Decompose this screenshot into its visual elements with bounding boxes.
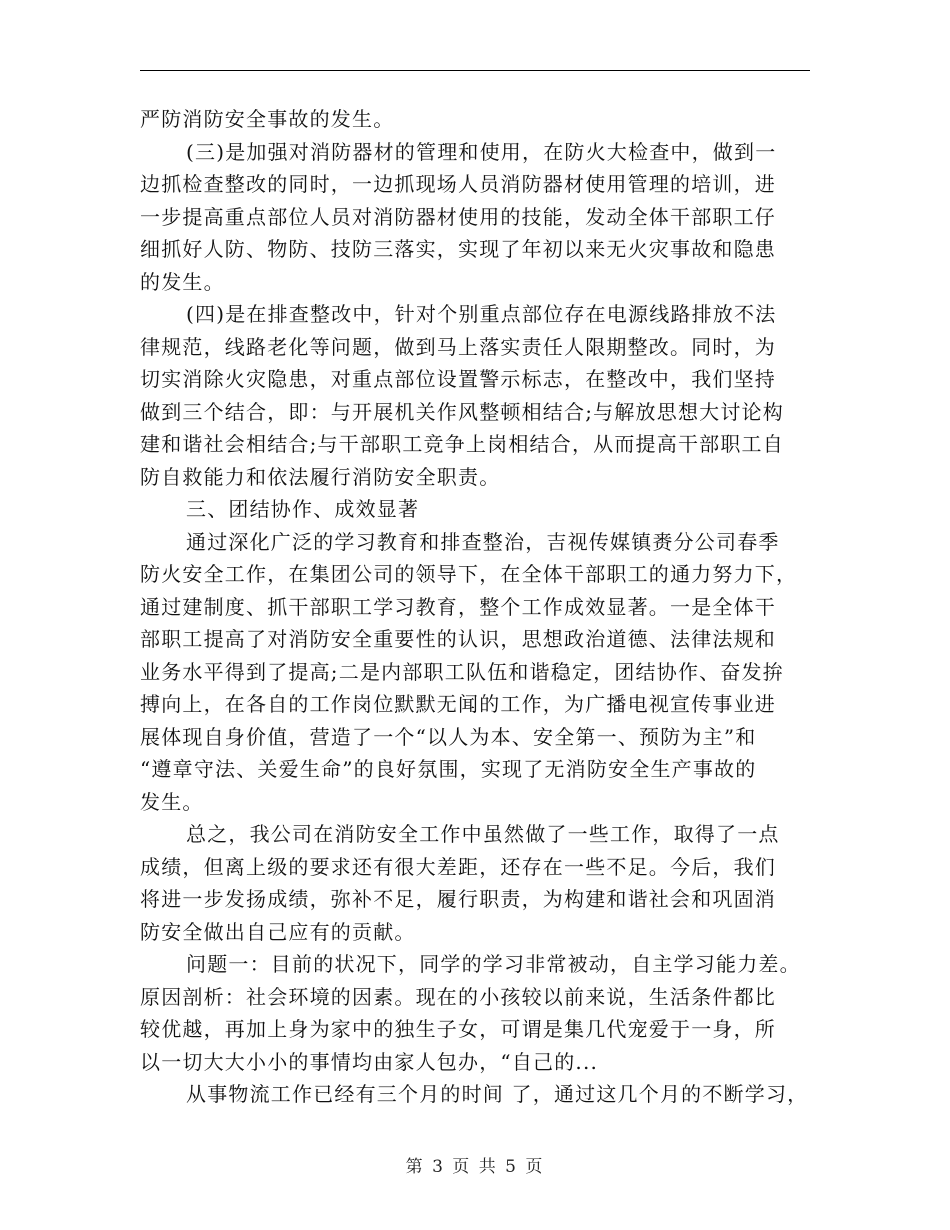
text-line: “遵章守法、关爱生命”的良好氛围，实现了无消防安全生产事故的 bbox=[140, 757, 757, 781]
text-line: 发生。 bbox=[140, 789, 204, 814]
text-line: 建和谐社会相结合;与干部职工竞争上岗相结合，从而提高干部职工自 bbox=[140, 432, 784, 456]
text-line: 将进一步发扬成绩，弥补不足，履行职责，为构建和谐社会和巩固消 bbox=[140, 887, 776, 911]
text-line: 搏向上，在各自的工作岗位默默无闻的工作，为广播电视宣传事业进 bbox=[140, 692, 776, 716]
text-line: 问题一：目前的状况下，同学的学习非常被动，自主学习能力差。 bbox=[186, 952, 801, 976]
text-line: 通过建制度、抓干部职工学习教育，整个工作成效显著。一是全体干 bbox=[140, 594, 776, 619]
text-line: 的发生。 bbox=[140, 269, 225, 294]
text-line: 展体现自身价值，营造了一个“以人为本、安全第一、预防为主”和 bbox=[140, 724, 757, 749]
text-line: 切实消除火灾隐患，对重点部位设置警示标志，在整改中，我们坚持 bbox=[140, 367, 776, 391]
text-line: 细抓好人防、物防、技防三落实，实现了年初以来无火灾事故和隐患 bbox=[140, 237, 776, 261]
text-line: 成绩，但离上级的要求还有很大差距，还存在一些不足。今后，我们 bbox=[140, 854, 776, 879]
text-line: 从事物流工作已经有三个月的时间 了，通过这几个月的不断学习， bbox=[186, 1082, 809, 1106]
text-line: 业务水平得到了提高;二是内部职工队伍和谐稳定，团结协作、奋发拚 bbox=[140, 659, 784, 684]
text-line: 较优越，再加上身为家中的独生子女，可谓是集几代宠爱于一身，所 bbox=[140, 1017, 776, 1041]
document-body bbox=[140, 103, 810, 1111]
text-line: 防自救能力和依法履行消防安全职责。 bbox=[140, 464, 501, 489]
text-line: 三、团结协作、成效显著 bbox=[186, 497, 420, 521]
text-line: (四)是在排查整改中，针对个别重点部位存在电源线路排放不法 bbox=[186, 302, 777, 326]
text-line: 通过深化广泛的学习教育和排查整治，吉视传媒镇赉分公司春季 bbox=[186, 529, 780, 554]
text-line: 总之，我公司在消防安全工作中虽然做了一些工作，取得了一点 bbox=[186, 822, 780, 846]
text-line: 防安全做出自己应有的贡献。 bbox=[140, 919, 416, 944]
text-line: 律规范，线路老化等问题，做到马上落实责任人限期整改。同时，为 bbox=[140, 334, 776, 359]
text-line: 做到三个结合，即：与开展机关作风整顿相结合;与解放思想大讨论构 bbox=[140, 399, 784, 424]
text-line: 一步提高重点部位人员对消防器材使用的技能，发动全体干部职工仔 bbox=[140, 204, 776, 229]
text-line: 严防消防安全事故的发生。 bbox=[140, 107, 395, 131]
text-line: 防火安全工作，在集团公司的领导下，在全体干部职工的通力努力下， bbox=[140, 562, 798, 586]
text-line: (三)是加强对消防器材的管理和使用，在防火大检查中，做到一 bbox=[186, 139, 777, 164]
page-footer: 第 3 页 共 5 页 bbox=[405, 1157, 545, 1177]
text-line: 边抓检查整改的同时，一边抓现场人员消防器材使用管理的培训，进 bbox=[140, 172, 776, 196]
header-rule bbox=[140, 70, 810, 71]
text-line: 以一切大大小小的事情均由家人包办，“自己的... bbox=[140, 1049, 599, 1074]
text-line: 原因剖析：社会环境的因素。现在的小孩较以前来说，生活条件都比 bbox=[140, 984, 776, 1009]
text-line: 部职工提高了对消防安全重要性的认识，思想政治道德、法律法规和 bbox=[140, 627, 776, 651]
